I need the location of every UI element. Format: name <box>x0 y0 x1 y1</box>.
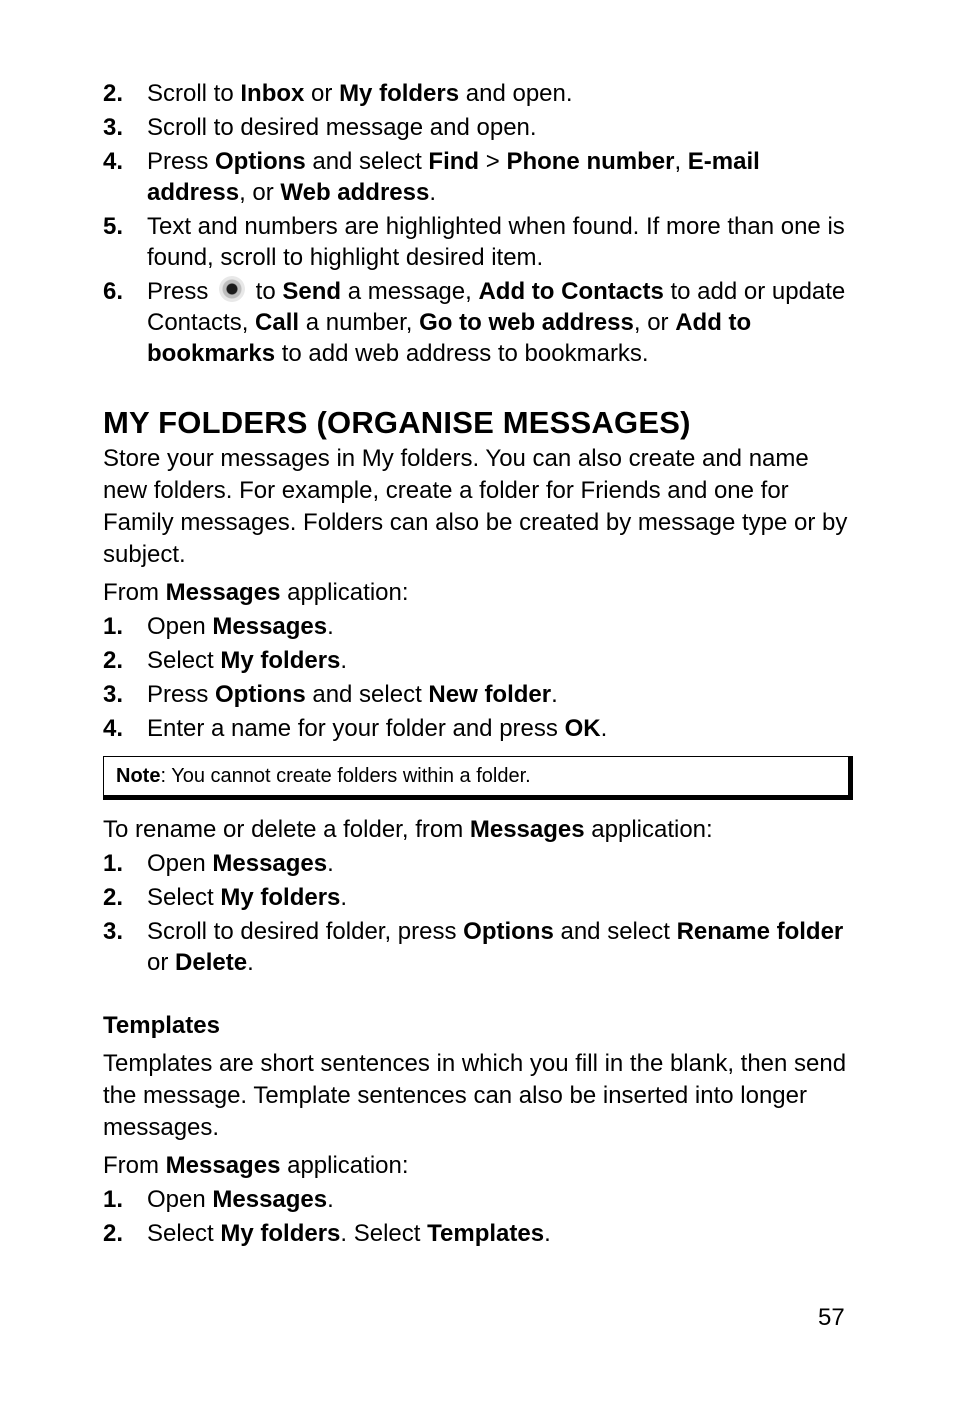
from-messages-line: From Messages application: <box>103 1152 409 1179</box>
step-item: 3. Press Options and select New folder. <box>103 681 558 708</box>
page-number: 57 <box>818 1304 845 1331</box>
note-label: Note <box>116 765 161 787</box>
step-item: 2. Select My folders. <box>103 884 348 911</box>
section-title: MY FOLDERS (ORGANISE MESSAGES) <box>103 405 691 440</box>
joystick-center-key-icon <box>219 276 245 302</box>
step-item: 1. Open Messages. <box>103 850 334 877</box>
step-item: 4. Enter a name for your folder and press OK. <box>103 715 608 742</box>
step-item: 2. Scroll to Inbox or My folders and open. <box>103 80 573 107</box>
step-item: 5. Text and numbers are highlighted when found. If more than one is found, scroll to highlight desired item. <box>103 213 845 271</box>
step-item: 2. Select My folders. Select Templates. <box>103 1220 551 1247</box>
step-item: 2. Select My folders. <box>103 647 348 674</box>
steps-list-rename <box>103 848 853 978</box>
note-box <box>103 756 853 800</box>
step-item: 3. Scroll to desired message and open. <box>103 114 537 141</box>
steps-list-find <box>103 78 853 369</box>
step-item: 1. Open Messages. <box>103 613 334 640</box>
step-item: 4. Press Options and select Find > Phone number, E-mail address, or Web address. <box>103 148 760 206</box>
rename-intro: To rename or delete a folder, from Messages application: <box>103 816 713 843</box>
steps-list-templates <box>103 1184 853 1249</box>
templates-intro: Templates are short sentences in which you fill in the blank, then send the message. Template sentences can also be inserted into longer messages. <box>103 1050 847 1141</box>
section-intro: Store your messages in My folders. You can also create and name new folders. For example, create a folder for Friends and one for Family messages. Folders can also be created by message type or by subject. <box>103 445 848 568</box>
from-messages-line: From Messages application: <box>103 579 409 606</box>
step-item: 1. Open Messages. <box>103 1186 334 1213</box>
templates-heading: Templates <box>103 1012 220 1039</box>
steps-list-new-folder <box>103 611 853 744</box>
step-item: 3. Scroll to desired folder, press Options and select Rename folder or Delete. <box>103 918 844 976</box>
note-text: : You cannot create folders within a folder. <box>160 765 531 787</box>
manual-page <box>103 78 853 1252</box>
step-item: 6. Press to Send a message, Add to Contacts to add or update Contacts, Call a number, Go to web address, or Add to bookmarks to add web address to bookmarks. <box>103 278 846 367</box>
